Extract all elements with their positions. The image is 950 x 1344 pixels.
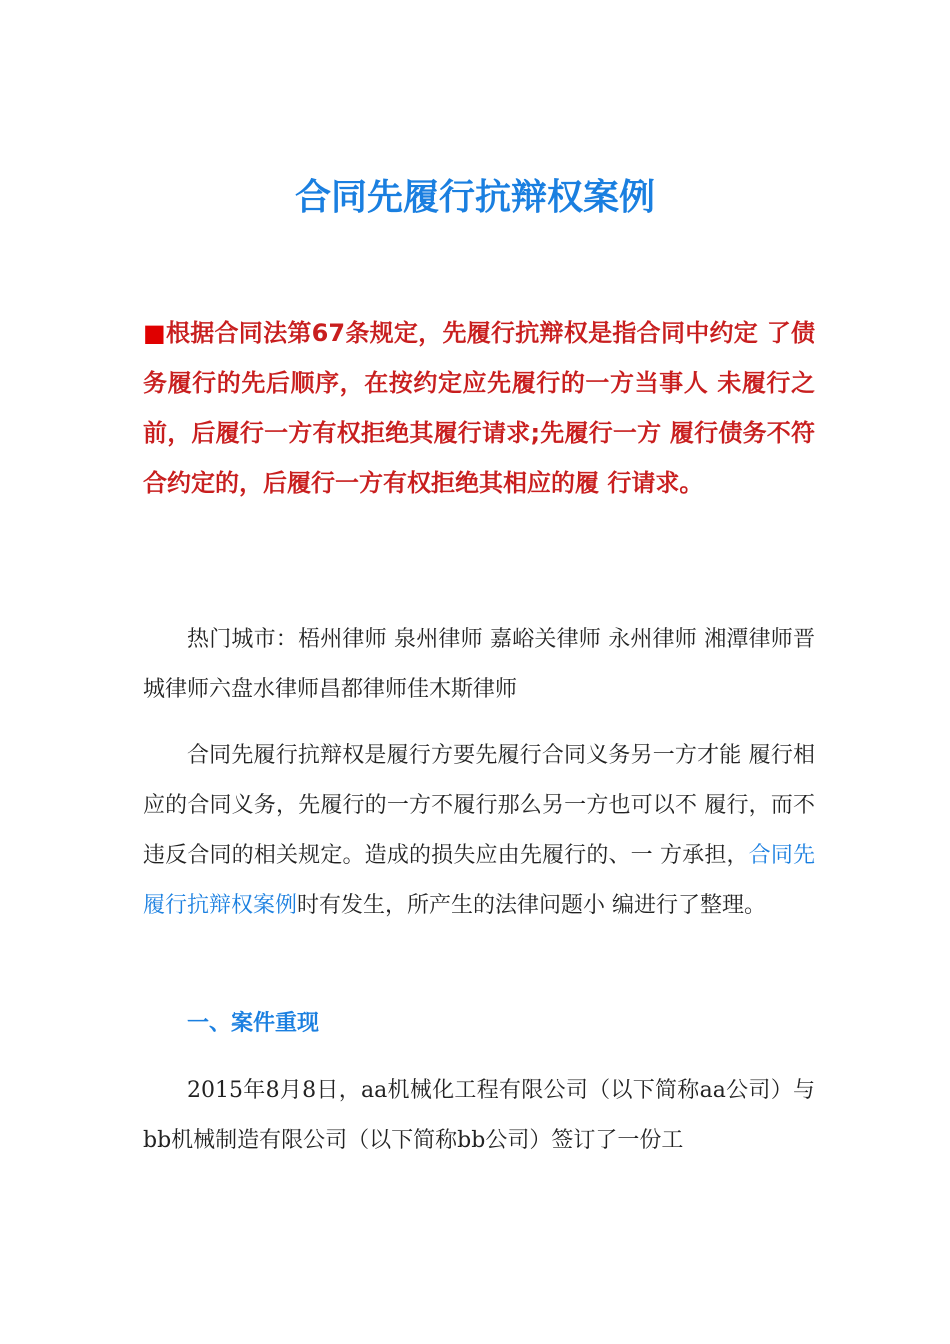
section-heading-case-review: 一、案件重现 <box>187 1011 320 1036</box>
hot-cities-paragraph: 热门城市：梧州律师 泉州律师 嘉峪关律师 永州律师 湘潭律师晋城律师六盘水律师昌都律师佳木斯律师 <box>143 627 815 702</box>
document-title: 合同先履行抗辩权案例 <box>294 177 655 218</box>
intro-paragraph <box>143 731 815 931</box>
red-square-marker-icon: ■ <box>143 319 166 347</box>
case-paragraph: 2015年8月8日，aa机械化工程有限公司（以下简称aa公司）与bb机械制造有限公司（以下简称bb公司）签订了一份工 <box>143 1078 815 1153</box>
case-link[interactable]: 合同先履行抗辩权案例 <box>143 843 815 918</box>
intro-text-part-1: 合同先履行抗辩权是履行方要先履行合同义务另一方才能 履行相应的合同义务，先履行的一方不履行那么另一方也可以不 履行，而不违反合同的相关规定。造成的损失应由先履行的、一 方承担， <box>143 743 815 868</box>
legal-notice-paragraph <box>143 308 815 508</box>
intro-text-part-2: 时有发生，所产生的法律问题小 编进行了整理。 <box>297 893 767 918</box>
legal-notice-text: 根据合同法第67条规定，先履行抗辩权是指合同中约定 了债务履行的先后顺序，在按约定应先履行的一方当事人 未履行之前，后履行一方有权拒绝其履行请求;先履行一方 履行债务不符合约定的，后履行一方有权拒绝其相应的履 行请求。 <box>143 319 815 497</box>
